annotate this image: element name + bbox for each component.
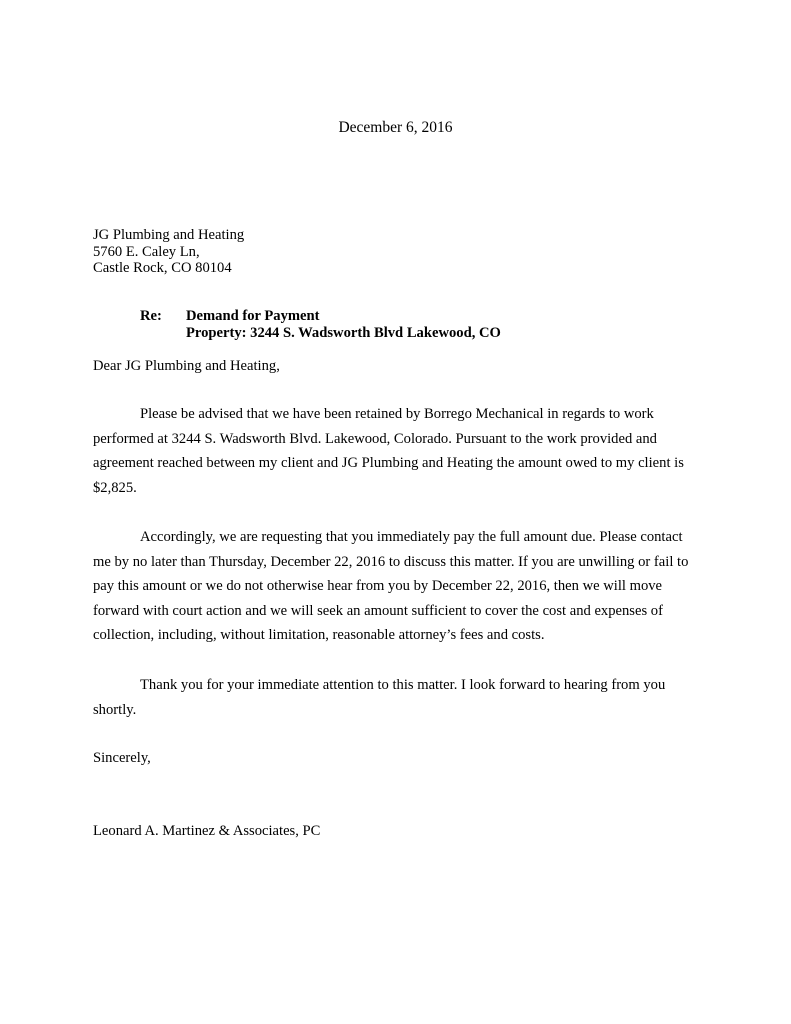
body-paragraph-1: Please be advised that we have been retained by Borrego Mechanical in regards to work performed at 3244 S. Wadsworth Blvd. Lakewood, Colorado. Pursuant to the work provided and agreement reached between my client and JG Plumbing and Heating the amount owed to my client is $2,825. [93,406,684,496]
re-property-row [140,325,501,342]
closing: Sincerely, [93,750,151,766]
letter-date: December 6, 2016 [338,119,453,136]
re-block [140,308,501,341]
recipient-city-state-zip: Castle Rock, CO 80104 [93,260,232,276]
recipient-name: JG Plumbing and Heating [93,227,245,243]
re-label-spacer [140,325,186,342]
body-paragraph-3: Thank you for your immediate attention to this matter. I look forward to hearing from you shortly. [93,677,666,718]
re-property: Property: 3244 S. Wadsworth Blvd Lakewood, CO [186,324,501,341]
salutation: Dear JG Plumbing and Heating, [93,358,280,374]
recipient-street: 5760 E. Caley Ln, [93,243,200,260]
re-label: Re: [140,308,162,324]
re-subject-row [140,308,501,325]
body-paragraph-2: Accordingly, we are requesting that you immediately pay the full amount due. Please contact me by no later than Thursday, December 22, 2016 to discuss this matter. If you are unwilling or fail to pay this amount or we do not otherwise hear from you by December 22, 2016, then we will move forward with court action and we will seek an amount sufficient to cover the cost and expenses of collection, including, without limitation, reasonable attorney’s fees and costs. [93,529,689,644]
re-subject: Demand for Payment [186,308,320,324]
signature: Leonard A. Martinez & Associates, PC [93,823,321,839]
recipient-address [93,227,244,277]
